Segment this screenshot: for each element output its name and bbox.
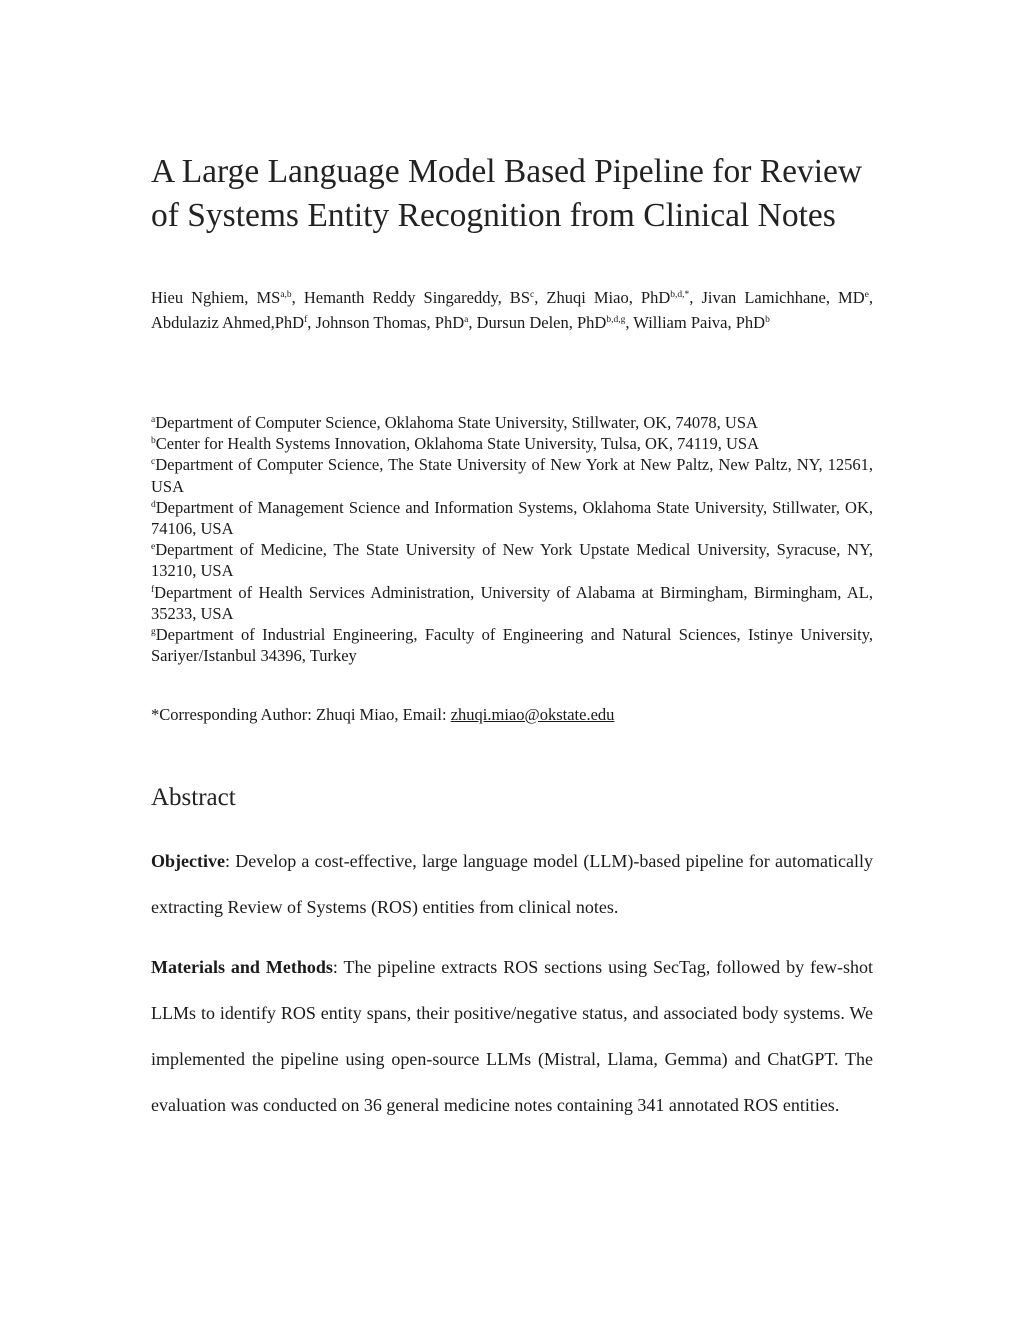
author-name: Hieu Nghiem, MS [151, 288, 281, 307]
affiliation-text: Department of Health Services Administration, University of Alabama at Birmingham, Birmingham, AL, 35233, USA [151, 582, 873, 623]
affiliation-item [151, 582, 873, 624]
affiliation-text: Department of Management Science and Information Systems, Oklahoma State University, Stillwater, OK, 74106, USA [151, 497, 873, 539]
objective-text: : Develop a cost-effective, large language model (LLM)-based pipeline for automatically extracting Review of Systems (ROS) entities from clinical notes. [151, 851, 873, 917]
author-separator: , [625, 313, 634, 332]
corresponding-author [151, 704, 614, 726]
author-separator: , [689, 288, 702, 307]
author-entry [477, 313, 634, 332]
affiliation-item [151, 412, 873, 433]
affiliation-item [151, 624, 873, 666]
author-list [151, 285, 873, 335]
corresponding-author-label: *Corresponding Author: Zhuqi Miao, Email: [151, 705, 451, 724]
author-separator: , [868, 288, 873, 307]
affiliation-text: Department of Medicine, The State University of New York Upstate Medical University, Syracuse, NY, 13210, USA [151, 540, 873, 581]
author-affiliation-marker: f [304, 315, 308, 325]
methods-text: : The pipeline extracts ROS sections using SecTag, followed by few-shot LLMs to identify ROS entity spans, their positive/negative status, and associated body systems. We implemented the pipeline using open-source LLMs (Mistral, Llama, Gemma) and ChatGPT. The evaluation was conducted on 36 general medicine notes containing 341 annotated ROS entities. [151, 957, 873, 1115]
abstract-heading: Abstract [151, 784, 236, 811]
author-name: Jivan Lamichhane, MD [701, 288, 865, 307]
author-separator: , [468, 313, 477, 332]
abstract-methods [151, 944, 873, 1128]
affiliation-marker: e [151, 542, 156, 553]
paper-title: A Large Language Model Based Pipeline for Review of Systems Entity Recognition from Clinical Notes [151, 153, 863, 234]
author-affiliation-marker: b,d,g [606, 315, 626, 325]
author-entry [315, 313, 476, 332]
affiliation-text: Department of Computer Science, Oklahoma State University, Stillwater, OK, 74078, USA [155, 413, 758, 432]
affiliation-text: Department of Computer Science, The State University of New York at New Paltz, New Paltz, NY, 12561, USA [151, 455, 873, 496]
author-affiliation-marker: b,d,* [670, 290, 690, 300]
author-affiliation-marker: e [864, 290, 869, 300]
affiliation-item [151, 497, 873, 539]
affiliation-marker: a [151, 415, 156, 425]
methods-label: Materials and Methods [151, 957, 333, 977]
author-separator: , [307, 313, 316, 332]
author-name: Abdulaziz Ahmed,PhD [151, 313, 305, 332]
author-entry [151, 288, 304, 307]
author-name: Dursun Delen, PhD [476, 313, 607, 332]
author-affiliation-marker: a [464, 315, 469, 325]
author-name: Zhuqi Miao, PhD [546, 288, 671, 307]
author-name: William Paiva, PhD [633, 313, 766, 332]
affiliation-marker: b [151, 436, 156, 447]
affiliation-marker: g [151, 627, 156, 638]
affiliation-item [151, 539, 873, 581]
affiliation-text: Department of Industrial Engineering, Faculty of Engineering and Natural Sciences, Istinye University, Sariyer/Istanbul 34396, Turkey [151, 625, 873, 666]
author-affiliation-marker: c [530, 290, 535, 300]
author-name: Hemanth Reddy Singareddy, BS [303, 288, 530, 307]
affiliation-marker: d [151, 499, 156, 510]
author-entry [633, 313, 770, 332]
author-entry [546, 288, 701, 307]
affiliation-marker: f [151, 584, 155, 595]
author-separator: , [534, 288, 547, 307]
objective-label: Objective [151, 851, 225, 871]
author-entry [151, 313, 315, 332]
author-affiliation-marker: a,b [280, 290, 292, 300]
author-entry [304, 288, 547, 307]
corresponding-email-link[interactable]: zhuqi.miao@okstate.edu [450, 705, 615, 724]
author-separator: , [291, 288, 304, 307]
affiliation-marker: c [151, 457, 156, 468]
author-affiliation-marker: b [765, 315, 770, 325]
affiliation-list [151, 412, 873, 666]
abstract-objective [151, 838, 873, 930]
author-name: Johnson Thomas, PhD [315, 313, 465, 332]
affiliation-item [151, 454, 873, 496]
affiliation-item [151, 433, 873, 454]
author-entry [701, 288, 873, 307]
affiliation-text: Center for Health Systems Innovation, Oklahoma State University, Tulsa, OK, 74119, USA [155, 434, 760, 454]
